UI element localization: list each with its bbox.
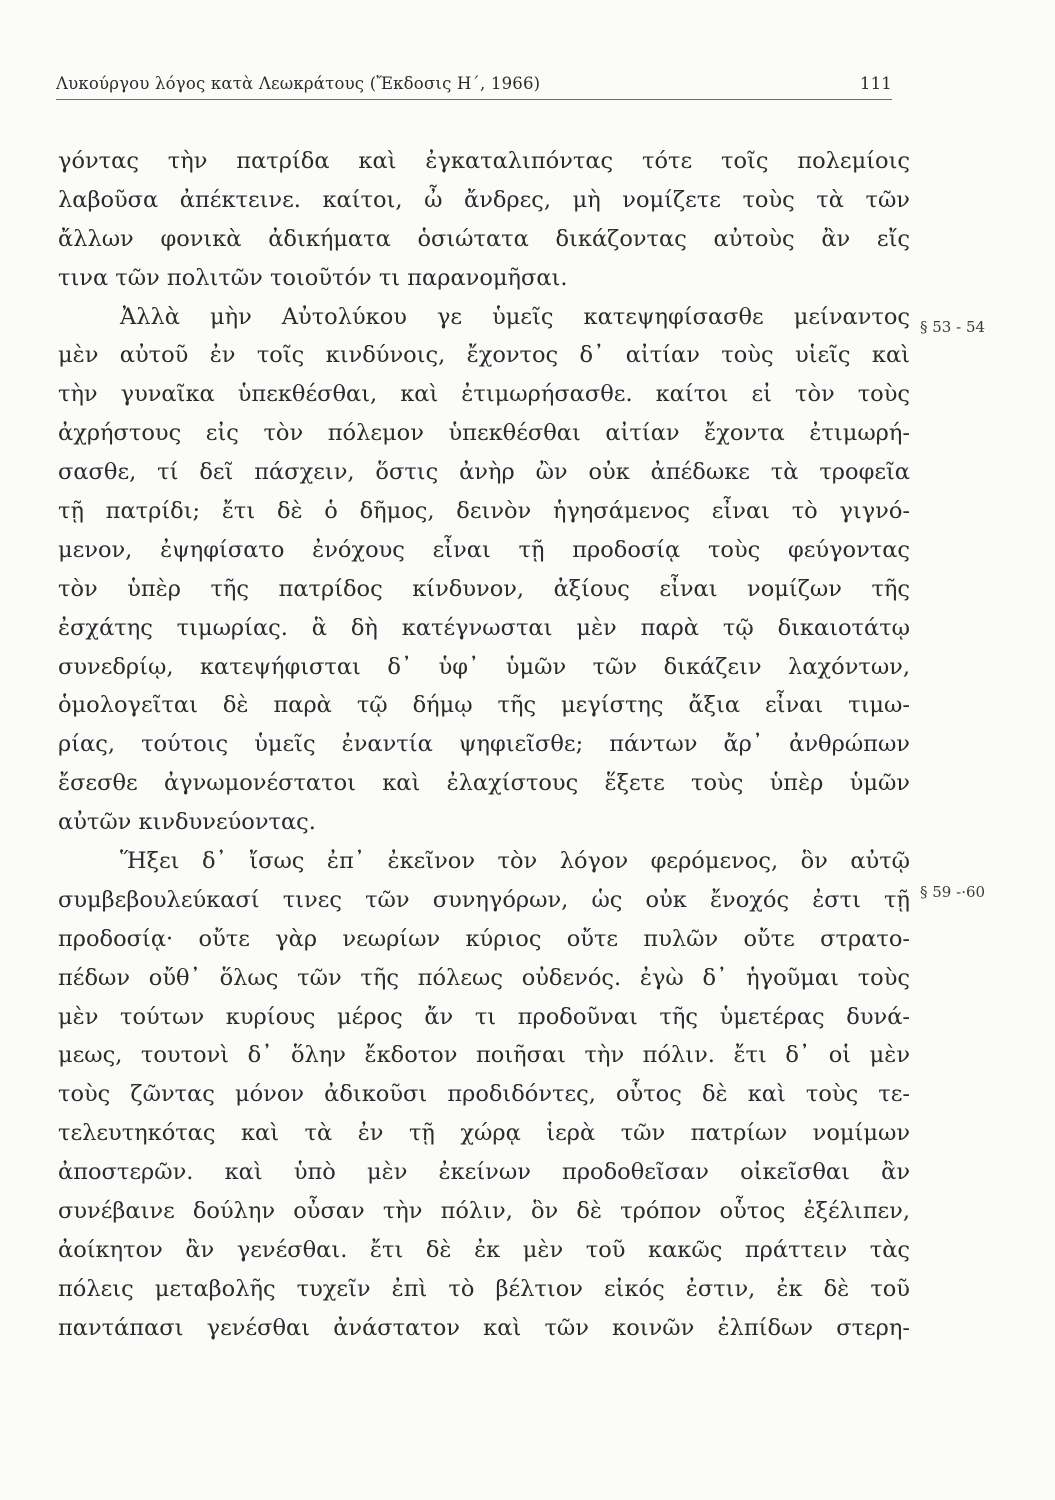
body-text (58, 142, 910, 1348)
text-line: τὸν ὑπὲρ τῆς πατρίδος κίνδυνον, ἀξίους εἶναι νομίζων τῆς (58, 575, 910, 602)
text-line: ἀχρήστους εἰς τὸν πόλεμον ὑπεκθέσθαι αἰτίαν ἔχοντα ἐτιμωρή- (58, 420, 910, 447)
text-line: ἔσεσθε ἀγνωμονέστατοι καὶ ἐλαχίστους ἕξετε τοὺς ὑπὲρ ὑμῶν (58, 770, 910, 797)
text-line: σασθε, τί δεῖ πάσχειν, ὅστις ἀνὴρ ὢν οὐκ ἀπέδωκε τὰ τροφεῖα (58, 459, 910, 486)
text-line: μὲν αὐτοῦ ἐν τοῖς κινδύνοις, ἔχοντος δ᾽ αἰτίαν τοὺς υἱεῖς καὶ (58, 342, 910, 369)
text-line: ἀοίκητον ἂν γενέσθαι. ἔτι δὲ ἐκ μὲν τοῦ κακῶς πράττειν τὰς (58, 1236, 910, 1263)
text-line: παντάπασι γενέσθαι ἀνάστατον καὶ τῶν κοινῶν ἐλπίδων στερη- (58, 1314, 910, 1341)
page-number: 111 (859, 74, 892, 93)
margin-note-section: § 53 - 54 (920, 318, 986, 336)
text-line: ἐσχάτης τιμωρίας. ἃ δὴ κατέγνωσται μὲν παρὰ τῷ δικαιοτάτῳ (58, 614, 910, 641)
running-title: Λυκούργου λόγος κατὰ Λεωκράτους (Ἔκδοσις Η΄, 1966) (56, 74, 541, 93)
text-line: τοὺς ζῶντας μόνον ἀδικοῦσι προδιδόντες, οὗτος δὲ καὶ τοὺς τε- (58, 1081, 910, 1108)
text-line: τὴν γυναῖκα ὑπεκθέσθαι, καὶ ἐτιμωρήσασθε. καίτοι εἰ τὸν τοὺς (58, 381, 910, 408)
text-line: συμβεβουλεύκασί τινες τῶν συνηγόρων, ὡς οὐκ ἔνοχός ἐστι τῇ (58, 886, 910, 913)
text-line: Ἀλλὰ μὴν Αὐτολύκου γε ὑμεῖς κατεψηφίσασθε μείναντος (120, 303, 910, 330)
margin-note-section: § 59 -·60 (920, 883, 986, 901)
text-line: αὐτῶν κινδυνεύοντας. (58, 809, 316, 836)
text-line: τινα τῶν πολιτῶν τοιοῦτόν τι παρανομῆσαι. (58, 264, 568, 291)
text-line: συνέβαινε δούλην οὖσαν τὴν πόλιν, ὃν δὲ τρόπον οὗτος ἐξέλιπεν, (58, 1198, 910, 1225)
text-line: μεως, τουτονὶ δ᾽ ὅλην ἔκδοτον ποιῆσαι τὴν πόλιν. ἔτι δ᾽ οἱ μὲν (58, 1042, 910, 1069)
text-line: συνεδρίῳ, κατεψήφισται δ᾽ ὑφ᾽ ὑμῶν τῶν δικάζειν λαχόντων, (58, 653, 910, 680)
header-rule (56, 99, 892, 100)
text-line: ὁμολογεῖται δὲ παρὰ τῷ δήμῳ τῆς μεγίστης ἄξια εἶναι τιμω- (58, 692, 910, 719)
text-line: γόντας τὴν πατρίδα καὶ ἐγκαταλιπόντας τότε τοῖς πολεμίοις (58, 148, 910, 174)
text-line: τελευτηκότας καὶ τὰ ἐν τῇ χώρᾳ ἱερὰ τῶν πατρίων νομίμων (58, 1120, 910, 1147)
running-header (56, 74, 892, 104)
text-line: ἄλλων φονικὰ ἀδικήματα ὁσιώτατα δικάζοντας αὐτοὺς ἂν εἴς (58, 225, 910, 252)
text-line: μὲν τούτων κυρίους μέρος ἄν τι προδοῦναι τῆς ὑμετέρας δυνά- (58, 1003, 910, 1030)
text-line: λαβοῦσα ἀπέκτεινε. καίτοι, ὦ ἄνδρες, μὴ νομίζετε τοὺς τὰ τῶν (58, 186, 910, 213)
text-line: προδοσίᾳ· οὔτε γὰρ νεωρίων κύριος οὔτε πυλῶν οὔτε στρατο- (58, 925, 910, 952)
text-line: πέδων οὔθ᾽ ὅλως τῶν τῆς πόλεως οὐδενός. ἐγὼ δ᾽ ἡγοῦμαι τοὺς (58, 964, 910, 991)
text-line: ρίας, τούτοις ὑμεῖς ἐναντία ψηφιεῖσθε; πάντων ἄρ᾽ ἀνθρώπων (58, 731, 910, 758)
text-line: ἀποστερῶν. καὶ ὑπὸ μὲν ἐκείνων προδοθεῖσαν οἰκεῖσθαι ἂν (58, 1159, 910, 1186)
text-line: Ἥξει δ᾽ ἴσως ἐπ᾽ ἐκεῖνον τὸν λόγον φερόμενος, ὃν αὐτῷ (120, 848, 910, 875)
text-line: μενον, ἐψηφίσατο ἐνόχους εἶναι τῇ προδοσίᾳ τοὺς φεύγοντας (58, 536, 910, 563)
text-line: πόλεις μεταβολῆς τυχεῖν ἐπὶ τὸ βέλτιον εἰκός ἐστιν, ἐκ δὲ τοῦ (58, 1275, 910, 1302)
text-line: τῇ πατρίδι; ἔτι δὲ ὁ δῆμος, δεινὸν ἡγησάμενος εἶναι τὸ γιγνό- (58, 498, 910, 525)
